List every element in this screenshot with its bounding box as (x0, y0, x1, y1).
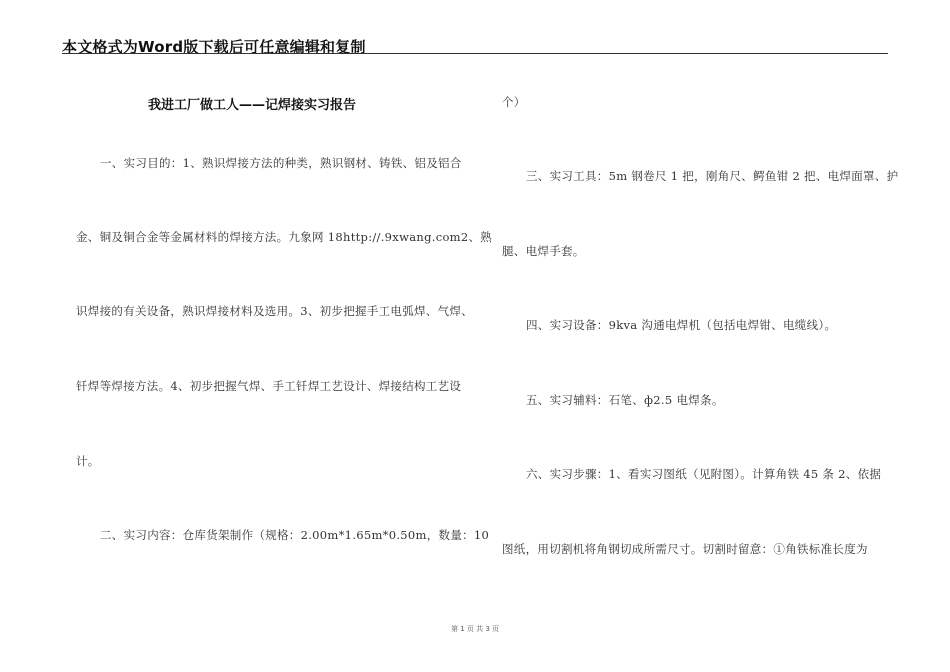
right-column-line: 五、实习辅料：石笔、ф2.5 电焊条。 (526, 393, 724, 407)
left-column-line: 一、实习目的：1、熟识焊接方法的种类，熟识钢材、铸铁、铝及铝合 (100, 156, 462, 170)
right-column-line: 三、实习工具：5m 钢卷尺 1 把，刚角尺、鳄鱼钳 2 把、电焊面罩、护 (526, 169, 899, 183)
left-column-line: 识焊接的有关设备，熟识焊接材料及选用。3、初步把握手工电弧焊、气焊、 (76, 304, 474, 318)
document-title: 我进工厂做工人——记焊接实习报告 (148, 98, 357, 113)
left-column-line: 计。 (76, 454, 100, 468)
right-column-line: 四、实习设备：9kva 沟通电焊机（包括电焊钳、电缆线）。 (526, 318, 837, 332)
header-divider (62, 53, 888, 54)
right-column-line: 腿、电焊手套。 (502, 244, 585, 258)
left-column-line: 二、实习内容：仓库货架制作（规格：2.00m*1.65m*0.50m，数量：10 (100, 528, 490, 542)
right-column-line: 六、实习步骤：1、看实习图纸（见附图）。计算角铁 45 条 2、依据 (526, 467, 882, 481)
right-column-line: 图纸，用切割机将角钢切成所需尺寸。切割时留意：①角铁标准长度为 (502, 542, 868, 556)
left-column-line: 钎焊等焊接方法。4、初步把握气焊、手工钎焊工艺设计、焊接结构工艺设 (76, 379, 462, 393)
document-header-banner: 本文格式为Word版下载后可任意编辑和复制 (62, 38, 366, 56)
page-number-footer: 第 1 页 共 3 页 (450, 625, 500, 633)
left-column-line: 金、铜及铜合金等金属材料的焊接方法。九象网 18http://.9xwang.com2、熟 (76, 230, 493, 244)
right-column-line: 个） (502, 95, 526, 109)
